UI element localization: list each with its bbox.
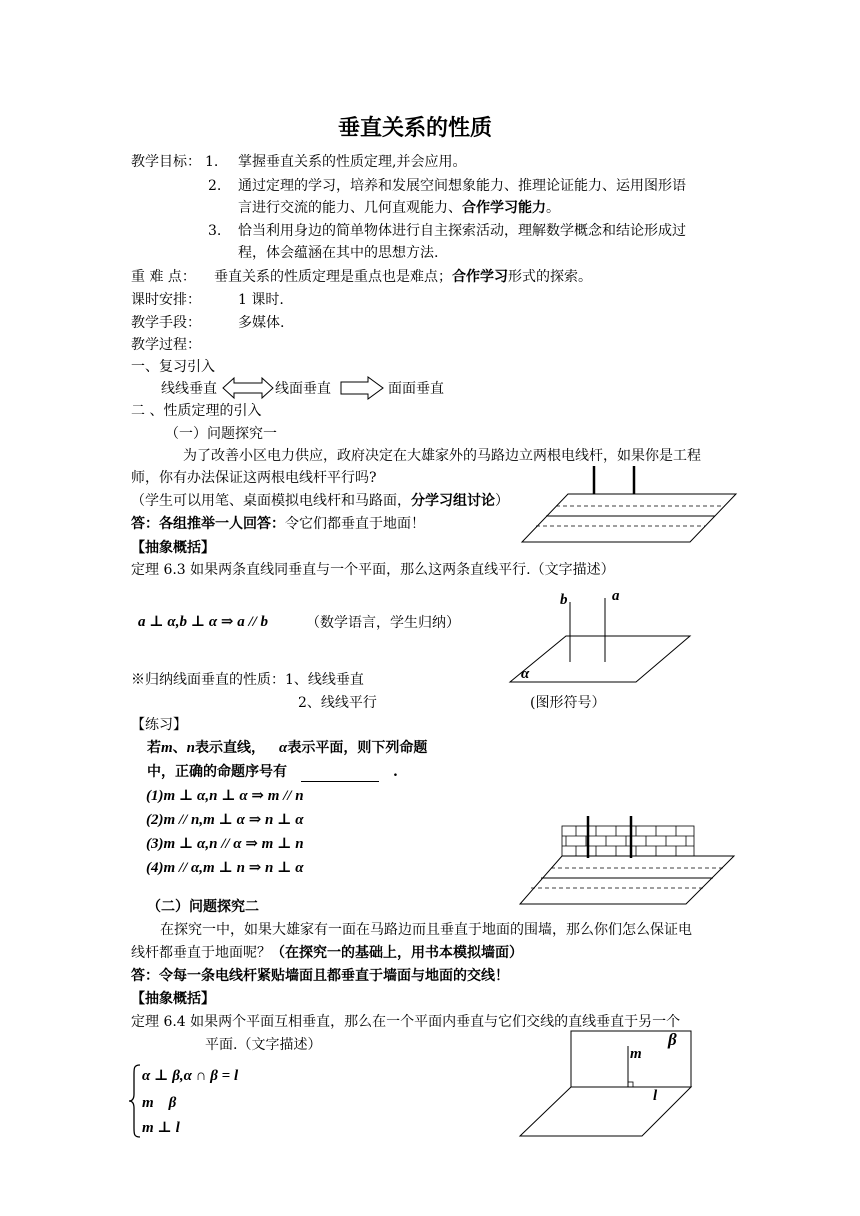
theorem-6-3-formula: a ⊥ α,b ⊥ α ⇒ a // b — [138, 614, 269, 630]
objectives-label: 教学目标： — [131, 154, 201, 170]
theorem-6-3-formula-note: （数学语言，学生归纳） — [306, 615, 460, 631]
q2-answer: 答：令每一条电线杆紧贴墙面且都垂直于墙面与地面的交线！ — [131, 968, 509, 984]
q1-note — [131, 491, 509, 511]
system-line-1: α ⊥ β,α ∩ β = l — [142, 1068, 239, 1084]
exercise-q-alpha: α — [279, 740, 288, 756]
figure-caption: (图形符号） — [530, 695, 606, 711]
exercise-q-a: 若 — [147, 740, 161, 756]
theorem-6-4-line1: 定理 6.4 如果两个平面互相垂直，那么在一个平面内垂直与它们交线的直线垂直于另一个 — [131, 1014, 681, 1030]
exercise-item-1: (1)m ⊥ α,n ⊥ α ⇒ m // n — [146, 788, 304, 804]
objective-2-tail: 。 — [546, 200, 560, 216]
q1-paragraph-line2: 师，你有办法保证这两根电线杆平行吗? — [131, 470, 377, 486]
key-points-bold: 合作学习 — [452, 269, 508, 285]
fig4-label-l: l — [653, 1088, 658, 1104]
objective-3-line2: 程，体会蕴涵在其中的思想方法. — [238, 245, 439, 261]
objective-1-num: 1. — [205, 154, 219, 170]
objective-2-line2-text: 言进行交流的能力、几何直观能力、 — [238, 200, 462, 216]
answer-blank[interactable] — [301, 767, 379, 782]
section1-heading: 一、复习引入 — [131, 359, 215, 375]
objective-2-line2 — [238, 198, 560, 218]
summary-line2: 2、线线平行 — [298, 695, 377, 711]
means-label: 教学手段： — [131, 315, 201, 331]
q1-heading: （一）问题探究一 — [165, 426, 277, 442]
fig4-label-beta: β — [668, 1030, 677, 1049]
section2-heading: 二 、性质定理的引入 — [131, 403, 262, 419]
fig1-label-b: b — [560, 592, 568, 608]
key-points-text — [214, 267, 592, 287]
objective-2-num: 2. — [208, 178, 222, 194]
exercise-q-line2: 中，正确的命题序号有 — [147, 764, 287, 780]
chain-item-3: 面面垂直 — [388, 381, 444, 397]
perpendicular-lines-figure — [508, 588, 692, 688]
hours-label: 课时安排： — [131, 292, 201, 308]
fig4-label-m: m — [630, 1046, 642, 1062]
exercise-q-n: n — [186, 740, 196, 756]
q1-note-bold: 分学习组讨论 — [411, 493, 495, 509]
q1-paragraph-line1: 为了改善小区电力供应，政府决定在大雄家外的马路边立两根电线杆，如果你是工程 — [183, 448, 701, 464]
objective-3-num: 3. — [208, 223, 222, 239]
q1-answer-rest: 令它们都垂直于地面！ — [285, 516, 425, 532]
exercise-item-3: (3)m ⊥ α,n // α ⇒ m ⊥ n — [146, 836, 304, 852]
q2-p2b: （在探究一的基础上，用书本模拟墙面） — [271, 945, 523, 961]
q1-answer-bold: 答：各组推举一人回答： — [131, 516, 285, 532]
wall-poles-road-figure — [518, 814, 738, 906]
q2-abstract-heading: 【抽象概括】 — [131, 991, 215, 1007]
exercise-q-end: . — [393, 764, 398, 780]
theorem-6-3: 定理 6.3 如果两条直线同垂直与一个平面，那么这两条直线平行.（文字描述） — [131, 562, 615, 578]
theorem-6-4-line2: 平面.（文字描述） — [205, 1037, 322, 1053]
exercise-q-b: 、 — [172, 740, 187, 756]
objective-1-text: 掌握垂直关系的性质定理,并会应用。 — [238, 154, 467, 170]
system-line-3: m ⊥ l — [142, 1120, 180, 1136]
fig1-label-alpha: α — [521, 666, 530, 682]
exercise-question-line1 — [147, 738, 427, 758]
hours-value: 1 课时. — [238, 292, 284, 308]
exercise-q-c: 表示直线， — [195, 740, 266, 756]
exercise-item-4: (4)m // α,m ⊥ n ⇒ n ⊥ α — [146, 860, 304, 876]
key-points-tail: 形式的探索。 — [508, 269, 592, 285]
key-points-label: 重 难 点： — [131, 269, 196, 285]
fig1-label-a: a — [612, 588, 620, 604]
objective-2-line1: 通过定理的学习，培养和发展空间想象能力、推理论证能力、运用图形语 — [238, 178, 686, 194]
right-arrow-icon — [340, 376, 384, 400]
double-arrow-icon — [222, 377, 274, 399]
q2-paragraph-line1: 在探究一中，如果大雄家有一面在马路边而且垂直于地面的围墙，那么你们怎么保证电 — [160, 922, 692, 938]
process-label: 教学过程： — [131, 337, 201, 353]
means-value: 多媒体. — [238, 315, 285, 331]
q1-note-a: （学生可以用笔、桌面模拟电线杆和马路面， — [131, 493, 411, 509]
summary-line1: ※归纳线面垂直的性质：1、线线垂直 — [131, 672, 364, 688]
key-points-main: 垂直关系的性质定理是重点也是难点； — [214, 269, 452, 285]
q2-paragraph-line2 — [131, 943, 523, 963]
exercise-item-2: (2)m // n,m ⊥ α ⇒ n ⊥ α — [146, 812, 304, 828]
q2-p2a: 线杆都垂直于地面呢？ — [131, 945, 271, 961]
q1-abstract-heading: 【抽象概括】 — [131, 540, 215, 556]
page-title: 垂直关系的性质 — [338, 116, 493, 141]
exercise-q-d: 表示平面，则下列命题 — [287, 740, 428, 756]
system-brace — [128, 1064, 142, 1138]
chain-item-2: 线面垂直 — [275, 381, 331, 397]
chain-item-1: 线线垂直 — [161, 381, 217, 397]
objective-3-line1: 恰当利用身边的简单物体进行自主探索活动，理解数学概念和结论形成过 — [238, 223, 686, 239]
system-line-2: m β — [142, 1095, 177, 1111]
q1-note-c: ） — [495, 493, 509, 509]
poles-on-road-figure — [520, 466, 740, 546]
exercise-question-line2 — [147, 762, 398, 782]
exercise-q-m: m — [161, 740, 173, 756]
q2-heading: （二）问题探究二 — [147, 899, 259, 915]
q1-answer — [131, 514, 425, 534]
exercise-heading: 【练习】 — [131, 717, 187, 733]
objective-2-bold: 合作学习能力 — [462, 200, 546, 216]
